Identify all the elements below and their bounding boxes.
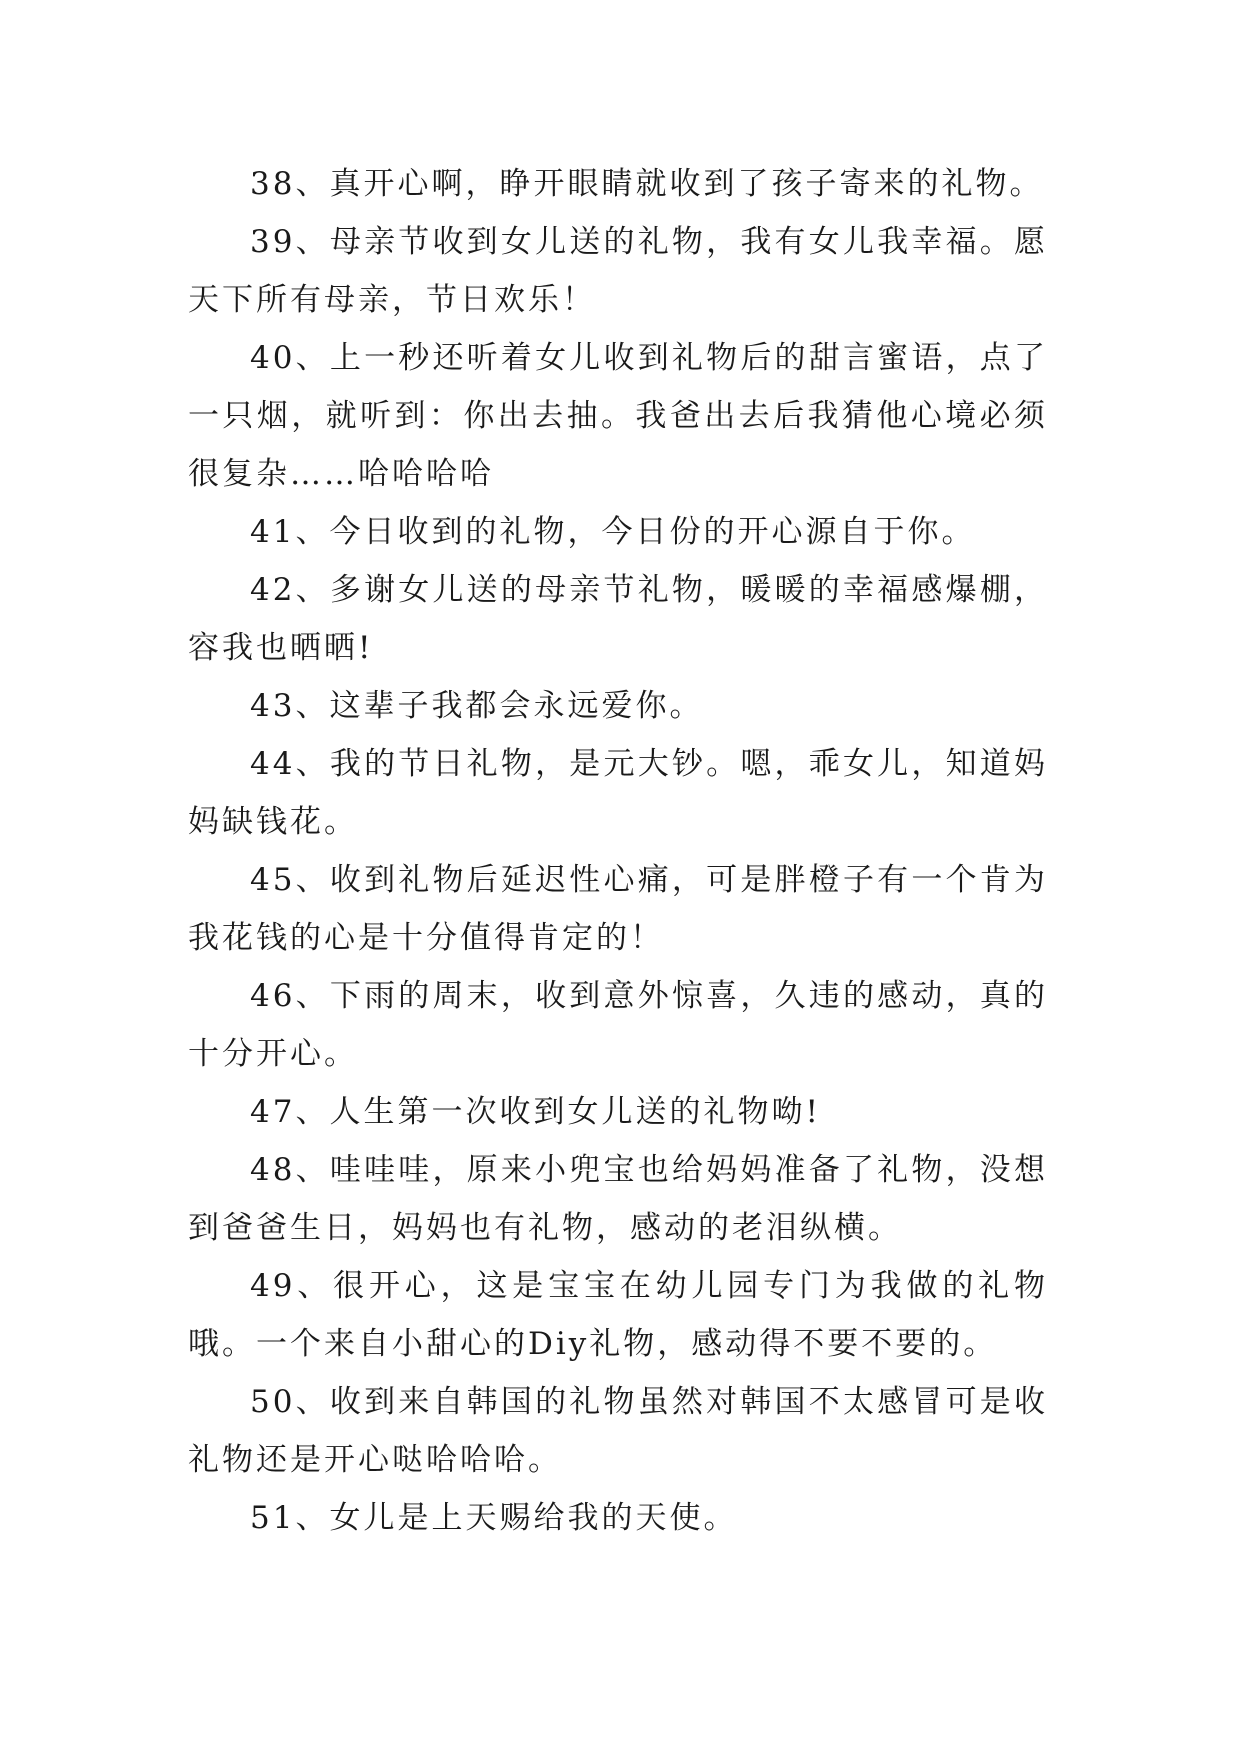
paragraph-44: 44、我的节日礼物，是元大钞。嗯，乖女儿，知道妈妈缺钱花。 [188,746,1048,840]
paragraph-40: 40、上一秒还听着女儿收到礼物后的甜言蜜语，点了一只烟，就听到：你出去抽。我爸出去后我猜他心境必须很复杂……哈哈哈哈 [188,340,1048,492]
paragraph-41: 41、今日收到的礼物，今日份的开心源自于你。 [250,514,976,550]
paragraph-42: 42、多谢女儿送的母亲节礼物，暖暖的幸福感爆棚，容我也晒晒! [188,572,1048,666]
paragraph-47: 47、人生第一次收到女儿送的礼物呦! [250,1094,821,1130]
paragraph-46: 46、下雨的周末，收到意外惊喜，久违的感动，真的十分开心。 [188,978,1048,1072]
paragraph-51: 51、女儿是上天赐给我的天使。 [250,1500,738,1536]
paragraph-48: 48、哇哇哇，原来小兜宝也给妈妈准备了礼物，没想到爸爸生日，妈妈也有礼物，感动的老泪纵横。 [188,1152,1048,1246]
paragraph-50: 50、收到来自韩国的礼物虽然对韩国不太感冒可是收礼物还是开心哒哈哈哈。 [188,1384,1048,1478]
paragraph-45: 45、收到礼物后延迟性心痛，可是胖橙子有一个肯为我花钱的心是十分值得肯定的！ [188,862,1048,956]
paragraph-39: 39、母亲节收到女儿送的礼物，我有女儿我幸福。愿天下所有母亲，节日欢乐！ [188,224,1048,318]
document-body [188,155,1048,1547]
paragraph-43: 43、这辈子我都会永远爱你。 [250,688,704,724]
paragraph-49: 49、很开心，这是宝宝在幼儿园专门为我做的礼物哦。一个来自小甜心的Diy礼物，感动得不要不要的。 [188,1268,1048,1362]
paragraph-38: 38、真开心啊，睁开眼睛就收到了孩子寄来的礼物。 [250,166,1044,202]
